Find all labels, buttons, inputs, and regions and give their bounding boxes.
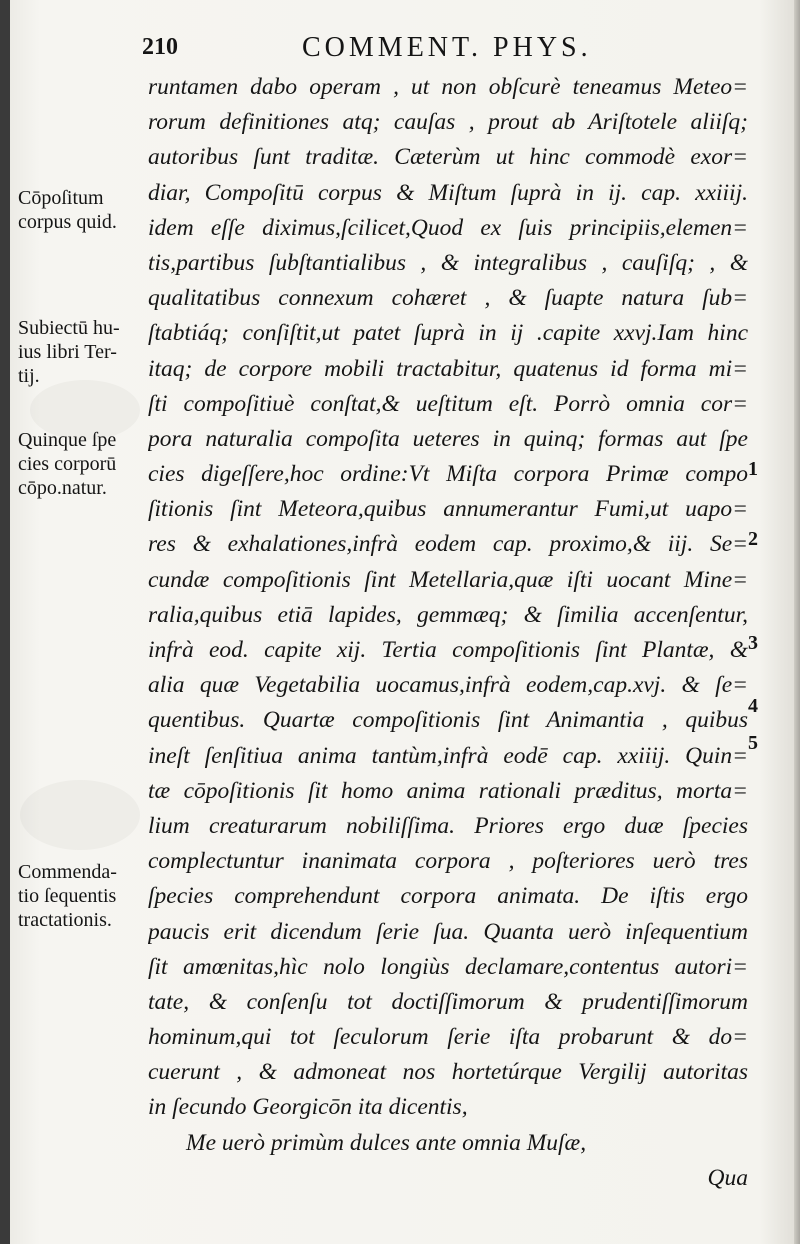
margin-note-line: tractationis. [18, 909, 112, 931]
text-line: tæ cōpoſitionis ſit homo anima rationali præditus, morta= [148, 777, 748, 804]
text-line: paucis erit dicendum ſerie ſua. Quanta uerò inſequentium [148, 918, 748, 945]
text-line: autoribus ſunt traditæ. Cæterùm ut hinc commodè exor= [148, 144, 748, 171]
margin-number: 1 [748, 458, 758, 480]
margin-note-line: Subiectū hu- [18, 317, 120, 339]
text-line: runtamen dabo operam , ut non obſcurè teneamus Meteo= [148, 74, 748, 100]
margin-number: 2 [748, 528, 758, 550]
margin-note-five-species [18, 428, 150, 500]
running-title: COMMENT. PHYS. [302, 32, 592, 63]
text-line: res & exhalationes,infrà eodem cap. proximo,& iij. Se= [148, 531, 748, 558]
text-line: alia quæ Vegetabilia uocamus,infrà eodem,cap.xvj. & ſe= [148, 672, 748, 699]
margin-note-line: ius libri Ter- [18, 341, 117, 363]
text-line: ralia,quibus etiā lapides, gemmæq; & ſimilia accenſentur, [148, 601, 748, 628]
text-line: ſitionis ſint Meteora,quibus annumerantur Fumi,ut uapo= [148, 496, 748, 523]
text-line: tis,partibus ſubſtantialibus , & integralibus , cauſiſq; , & [148, 249, 748, 276]
verse-line: Me uerò primùm dulces ante omnia Muſæ, [186, 1129, 587, 1156]
margin-note-line: cōpo.natur. [18, 477, 107, 499]
catchword: Qua [707, 1164, 748, 1191]
text-line: diar, Compoſitū corpus & Miſtum ſuprà in ij. cap. xxiiij. [148, 179, 748, 206]
margin-note-line: cies corporū [18, 453, 117, 475]
text-line: idem eſſe diximus,ſcilicet,Quod ex ſuis principiis,elemen= [148, 214, 748, 241]
text-line: cuerunt , & admoneat nos hortetúrque Vergilij autoritas [148, 1059, 748, 1086]
margin-note-line: Cōpoſitum [18, 187, 104, 209]
text-line: ſti compoſitiuè conſtat,& ueſtitum eſt. Porrò omnia cor= [148, 390, 748, 417]
text-line: ſpecies comprehendunt corpora animata. De iſtis ergo [148, 883, 748, 910]
margin-note-commendation [18, 860, 150, 932]
page-header [142, 32, 742, 68]
text-line: infrà eod. capite xij. Tertia compoſitionis ſint Plantæ, & [148, 637, 748, 663]
text-line: ſtabtiáq; conſiſtit,ut patet ſuprà in ij .capite xxvj.Iam hinc [148, 320, 748, 347]
text-line: qualitatibus connexum cohæret , & ſuapte natura ſub= [148, 285, 748, 312]
text-line: hominum,qui tot ſeculorum ſerie iſta probarunt & do= [148, 1024, 748, 1051]
text-line: in ſecundo Georgicōn ita dicentis, [148, 1094, 468, 1121]
page-binding-edge [0, 0, 10, 1244]
text-line: ineſt ſenſitiua anima tantùm,infrà eodē cap. xxiiij. Quin= [148, 742, 748, 769]
text-line: lium creaturarum nobiliſſima. Priores ergo duæ ſpecies [148, 812, 748, 839]
margin-note-line: corpus quid. [18, 211, 117, 233]
text-line: cies digeſſere,hoc ordine:Vt Miſta corpora Primæ compo [148, 461, 748, 488]
text-line: ſit amœnitas,hìc nolo longiùs declamare,contentus autori= [148, 953, 748, 980]
page-number: 210 [142, 34, 178, 60]
margin-note-line: Quinque ſpe [18, 429, 117, 451]
text-line: pora naturalia compoſita ueteres in quinq; formas aut ſpe [148, 425, 748, 452]
text-line: complectuntur inanimata corpora , poſteriores uerò tres [148, 848, 748, 875]
margin-number: 5 [748, 732, 758, 754]
margin-note-line: Commenda- [18, 861, 117, 883]
margin-note-subject [18, 316, 150, 388]
margin-number: 4 [748, 695, 758, 717]
text-line: tate, & conſenſu tot doctiſſimorum & prudentiſſimorum [148, 988, 748, 1015]
margin-note-line: tio ſequentis [18, 885, 117, 907]
margin-number: 3 [748, 632, 758, 654]
body-text [148, 70, 748, 1196]
text-line: itaq; de corpore mobili tractabitur, quatenus id forma mi= [148, 355, 748, 382]
paper-stain [20, 780, 140, 850]
margin-note-line: tij. [18, 365, 40, 387]
text-line: rorum definitiones atq; cauſas , prout ab Ariſtotele aliiſq; [148, 109, 748, 136]
text-line: quentibus. Quartæ compoſitionis ſint Animantia , quibus [148, 707, 748, 734]
text-line: cundæ compoſitionis ſint Metellaria,quæ iſti uocant Mine= [148, 566, 748, 593]
margin-note-composite-body [18, 186, 150, 234]
page-right-edge [794, 0, 800, 1244]
